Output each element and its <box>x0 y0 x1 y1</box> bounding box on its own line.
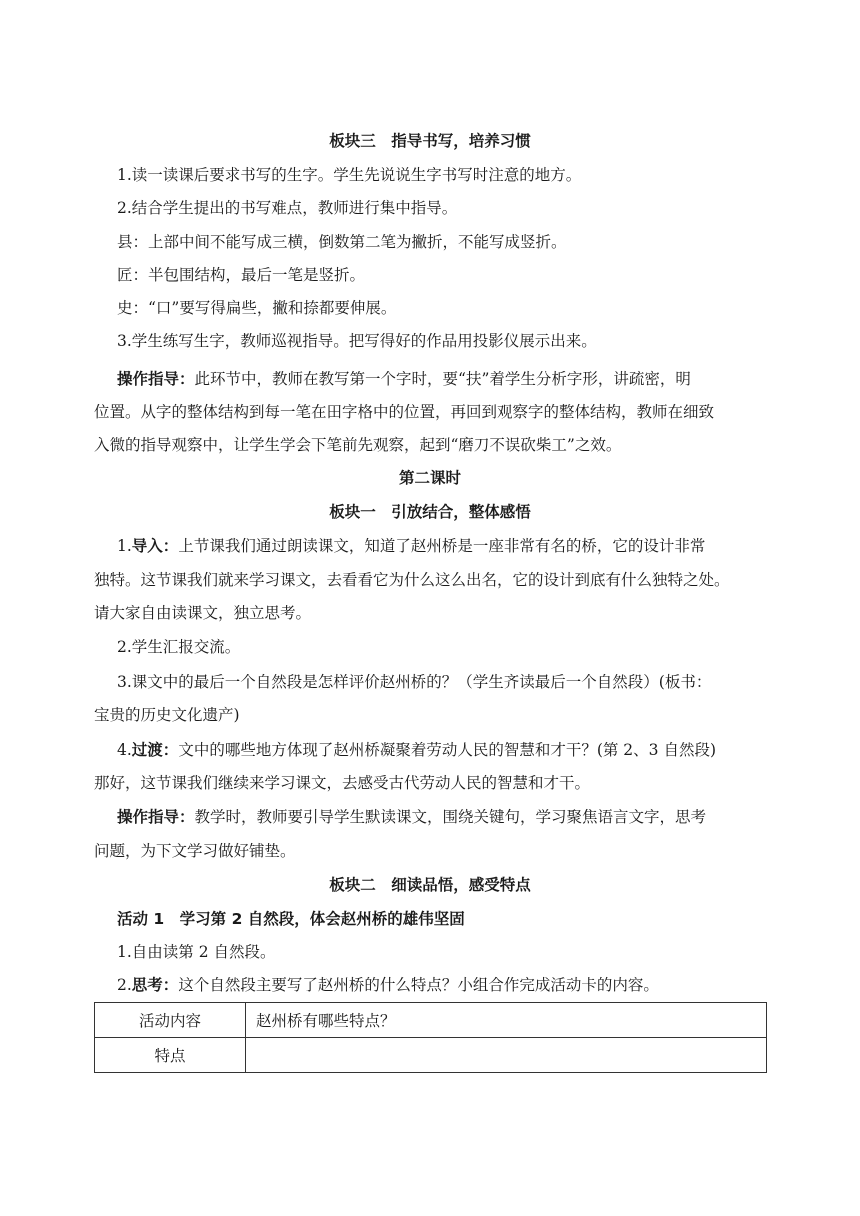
table-row <box>95 1003 767 1038</box>
activity-heading: 活动 1 学习第 2 自然段，体会赵州桥的雄伟坚固 <box>117 910 465 928</box>
paragraph: 1.自由读第 2 自然段。 <box>117 943 276 961</box>
inline-label: 导入： <box>131 537 179 555</box>
inline-label: 过渡： <box>131 741 179 759</box>
paragraph: 1.读一读课后要求书写的生字。学生先说说生字书写时注意的地方。 <box>117 166 582 184</box>
guide-label: 操作指导： <box>117 370 195 388</box>
paragraph-line: 独特。这节课我们就来学习课文，去看看它为什么这么出名，它的设计到底有什么独特之处。 <box>94 571 730 589</box>
inline-label: 思考： <box>131 976 179 994</box>
list-number: 4. <box>117 741 132 759</box>
list-number: 2. <box>117 976 132 994</box>
guide-paragraph-line: 问题，为下文学习做好铺垫。 <box>94 842 296 860</box>
guide-paragraph <box>117 369 691 389</box>
guide-paragraph <box>117 807 706 827</box>
paragraph-line: 请大家自由读课文，独立思考。 <box>94 604 312 622</box>
paragraph-text: 文中的哪些地方体现了赵州桥凝聚着劳动人民的智慧和才干？(第 2、3 自然段) <box>178 741 716 759</box>
guide-text: 此环节中，教师在教写第一个字时，要“扶”着学生分析字形，讲疏密，明 <box>194 370 691 388</box>
paragraph: 史：“口”要写得扁些，撇和捺都要伸展。 <box>117 299 397 317</box>
list-number: 1. <box>117 537 132 555</box>
paragraph-text: 上节课我们通过朗读课文，知道了赵州桥是一座非常有名的桥，它的设计非常 <box>178 537 706 555</box>
table-row <box>95 1038 767 1073</box>
table-cell-key: 活动内容 <box>95 1003 246 1038</box>
paragraph: 2.学生汇报交流。 <box>117 638 241 656</box>
guide-paragraph-line: 入微的指导观察中，让学生学会下笔前先观察，起到“磨刀不误砍柴工”之效。 <box>94 436 622 454</box>
paragraph-text: 这个自然段主要写了赵州桥的什么特点？小组合作完成活动卡的内容。 <box>178 976 659 994</box>
table-cell-value: 赵州桥有哪些特点？ <box>246 1003 767 1038</box>
paragraph-line: 宝贵的历史文化遗产) <box>94 706 240 724</box>
guide-paragraph-line: 位置。从字的整体结构到每一笔在田字格中的位置，再回到观察字的整体结构，教师在细致 <box>94 403 715 421</box>
table-cell-key: 特点 <box>95 1038 246 1073</box>
table-cell-value <box>246 1038 767 1073</box>
paragraph <box>117 740 716 760</box>
paragraph: 2.结合学生提出的书写难点，教师进行集中指导。 <box>117 199 458 217</box>
section-heading-block3: 板块三 指导书写，培养习惯 <box>329 132 531 150</box>
paragraph <box>117 975 659 995</box>
paragraph: 3.学生练写生字，教师巡视指导。把写得好的作品用投影仪展示出来。 <box>117 332 597 350</box>
guide-label: 操作指导： <box>117 808 195 826</box>
paragraph: 县：上部中间不能写成三横，倒数第二笔为撇折，不能写成竖折。 <box>117 233 567 251</box>
paragraph: 3.课文中的最后一个自然段是怎样评价赵州桥的？（学生齐读最后一个自然段）(板书： <box>117 673 712 691</box>
activity-card-table <box>94 1002 767 1073</box>
paragraph: 匠：半包围结构，最后一笔是竖折。 <box>117 266 366 284</box>
paragraph-line: 那好，这节课我们继续来学习课文，去感受古代劳动人民的智慧和才干。 <box>94 774 591 792</box>
section-heading-block2: 板块二 细读品悟，感受特点 <box>329 876 531 894</box>
guide-text: 教学时，教师要引导学生默读课文，围绕关键句，学习聚焦语言文字，思考 <box>194 808 707 826</box>
lesson-title: 第二课时 <box>398 469 461 487</box>
section-heading-block1: 板块一 引放结合，整体感悟 <box>329 503 531 521</box>
paragraph <box>117 536 705 556</box>
